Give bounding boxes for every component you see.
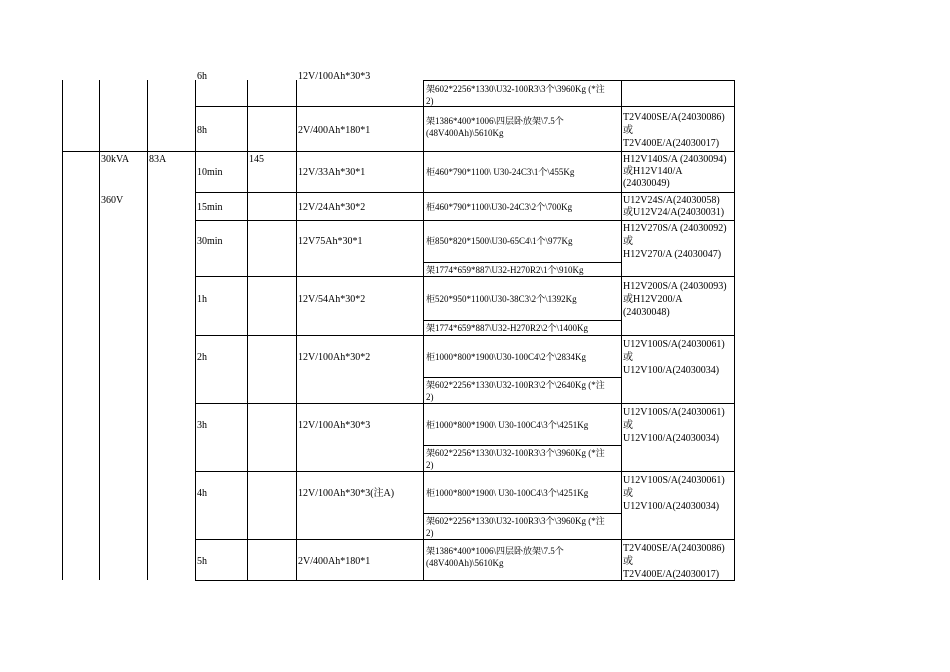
- model-cell: 或: [623, 556, 633, 567]
- cabinet-cell: 架602*2256*1330\U32-100R3\3个\3960Kg (*注2): [426, 516, 605, 538]
- time-cell: 8h: [197, 125, 207, 136]
- cabinet-cell: 柜460*790*1100\ U30-24C3\1个\455Kg: [426, 167, 575, 177]
- voltage-value: 360V: [101, 195, 124, 206]
- model-cell: T2V400E/A(24030017): [623, 569, 720, 580]
- model-cell: T2V400E/A(24030017): [623, 138, 720, 149]
- model-cell: U12V24S/A(24030058): [623, 195, 720, 206]
- grid-line: [195, 403, 735, 404]
- current-value: 83A: [149, 154, 167, 165]
- model-cell: U12V100S/A(24030061): [623, 407, 725, 418]
- grid-line: [62, 80, 63, 580]
- grid-line: [195, 220, 735, 221]
- battery-cell: 2V/400Ah*180*1: [298, 125, 371, 136]
- model-cell: U12V100S/A(24030061): [623, 475, 725, 486]
- model-cell: 或H12V140/A: [623, 166, 683, 177]
- time-cell: 2h: [197, 352, 207, 363]
- model-cell: 或H12V200/A: [623, 294, 683, 305]
- grid-line: [423, 320, 622, 321]
- cabinet-cell: 架602*2256*1330\U32-100R3\3个\3960Kg (*注2): [426, 448, 605, 470]
- model-cell: U12V100/A(24030034): [623, 365, 720, 376]
- time-cell: 15min: [197, 202, 223, 213]
- model-cell: U12V100/A(24030034): [623, 433, 720, 444]
- model-cell: 或: [623, 125, 633, 136]
- grid-line: [423, 80, 735, 81]
- battery-cell: 12V/100Ah*30*3: [298, 71, 371, 82]
- cabinet-cell: 柜850*820*1500\U30-65C4\1个\977Kg: [426, 236, 573, 246]
- grid-line: [247, 80, 248, 580]
- cabinet-cell: 架602*2256*1330\U32-100R3\2个\2640Kg (*注2): [426, 380, 605, 402]
- grid-line: [62, 151, 735, 152]
- dc-voltage-value: 145: [249, 154, 264, 165]
- cabinet-cell: 架602*2256*1330\U32-100R3\3个\3960Kg (*注2): [426, 84, 605, 106]
- time-cell: 5h: [197, 556, 207, 567]
- model-cell: 或: [623, 352, 633, 363]
- cabinet-cell: 架1386*400*1006\四层卧放架\7.5个(48V400Ah)\5610Kg: [426, 546, 564, 568]
- cabinet-cell: 柜1000*800*1900\ U30-100C4\3个\4251Kg: [426, 488, 589, 498]
- model-cell: T2V400SE/A(24030086): [623, 543, 725, 554]
- model-cell: 或U12V24/A(24030031): [623, 207, 725, 218]
- grid-line: [296, 80, 297, 580]
- model-cell: H12V200S/A (24030093): [623, 281, 727, 292]
- battery-cell: 12V/24Ah*30*2: [298, 202, 366, 213]
- cabinet-cell: 柜460*790*1100\U30-24C3\2个\700Kg: [426, 202, 573, 212]
- time-cell: 4h: [197, 488, 207, 499]
- grid-line: [423, 445, 622, 446]
- cabinet-cell: 柜1000*800*1900\ U30-100C4\3个\4251Kg: [426, 420, 589, 430]
- battery-cell: 12V/54Ah*30*2: [298, 294, 366, 305]
- battery-cell: 12V75Ah*30*1: [298, 236, 363, 247]
- model-cell: (24030048): [623, 307, 670, 318]
- model-cell: H12V270S/A (24030092): [623, 223, 727, 234]
- battery-cell: 12V/100Ah*30*3: [298, 420, 371, 431]
- time-cell: 3h: [197, 420, 207, 431]
- time-cell: 6h: [197, 71, 207, 82]
- time-cell: 1h: [197, 294, 207, 305]
- grid-line: [195, 80, 196, 580]
- cabinet-cell: 架1386*400*1006\四层卧放架\7.5个(48V400Ah)\5610Kg: [426, 116, 564, 138]
- grid-line: [195, 471, 735, 472]
- model-cell: H12V140S/A (24030094): [623, 154, 727, 165]
- cabinet-cell: 架1774*659*887\U32-H270R2\2个\1400Kg: [426, 323, 589, 333]
- grid-line: [195, 192, 735, 193]
- model-cell: H12V270/A (24030047): [623, 249, 722, 260]
- cabinet-cell: 柜1000*800*1900\U30-100C4\2个\2834Kg: [426, 352, 587, 362]
- grid-line: [195, 539, 735, 540]
- time-cell: 30min: [197, 236, 223, 247]
- model-cell: 或: [623, 236, 633, 247]
- model-cell: T2V400SE/A(24030086): [623, 112, 725, 123]
- capacity-value: 30kVA: [101, 154, 130, 165]
- time-cell: 10min: [197, 167, 223, 178]
- grid-line: [621, 80, 622, 580]
- battery-cell: 12V/33Ah*30*1: [298, 167, 366, 178]
- cabinet-cell: 架1774*659*887\U32-H270R2\1个\910Kg: [426, 265, 584, 275]
- model-cell: U12V100S/A(24030061): [623, 339, 725, 350]
- grid-line: [423, 513, 622, 514]
- model-cell: 或: [623, 488, 633, 499]
- grid-line: [99, 80, 100, 580]
- grid-line: [147, 80, 148, 580]
- model-cell: U12V100/A(24030034): [623, 501, 720, 512]
- model-cell: 或: [623, 420, 633, 431]
- battery-cell: 12V/100Ah*30*3(注A): [298, 488, 395, 499]
- battery-cell: 2V/400Ah*180*1: [298, 556, 371, 567]
- grid-line: [423, 377, 622, 378]
- grid-line: [423, 262, 622, 263]
- grid-line: [734, 80, 735, 580]
- model-cell: (24030049): [623, 178, 670, 189]
- cabinet-cell: 柜520*950*1100\U30-38C3\2个\1392Kg: [426, 294, 577, 304]
- grid-line: [423, 80, 424, 580]
- battery-cell: 12V/100Ah*30*2: [298, 352, 371, 363]
- grid-line: [195, 335, 735, 336]
